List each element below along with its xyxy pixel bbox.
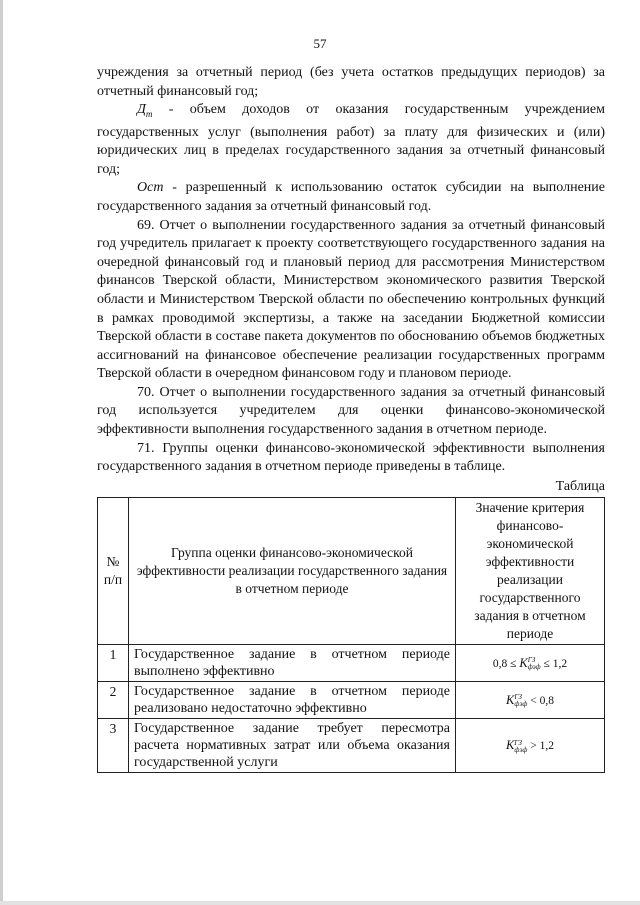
- paragraph-income-definition: [97, 101, 605, 179]
- table-caption: Таблица: [555, 478, 605, 494]
- row-group-text: Государственное задание в отчетном периоде выполнено эффективно: [129, 645, 456, 682]
- definition-income-text: - объем доходов от оказания государственным учреждением государственных услуг (выполнения работ) за плату для физических и (или) юридических лиц в пределах государственного задания за отчетный финансовый год;: [97, 102, 605, 177]
- evaluation-table: [97, 497, 605, 773]
- symbol-ost: Ост: [137, 180, 164, 196]
- paragraph-71: 71. Группы оценки финансово-экономической эффективности выполнения государственного задания в отчетном периоде приведены в таблице.: [97, 440, 605, 475]
- scan-edge-left: [0, 0, 3, 905]
- header-number: № п/п: [98, 498, 129, 645]
- symbol-d: $Д_т$: [137, 102, 153, 119]
- row-criterion-formula: K ГЗ фэф < 0,8: [456, 682, 605, 719]
- row-group-text: Государственное задание требует пересмотра расчета нормативных затрат или объема оказания государственной услуги: [129, 719, 456, 773]
- table-row: [98, 682, 605, 719]
- paragraph-remainder-definition: [97, 179, 605, 216]
- row-criterion-formula: 0,8 ≤ K ГЗ фэф ≤ 1,2: [456, 645, 605, 682]
- table-row: [98, 719, 605, 773]
- row-number: 3: [98, 719, 129, 773]
- row-number: 2: [98, 682, 129, 719]
- header-criterion: Значение критерия финансово-экономической эффективности реализации государственного задания в отчетном периоде: [456, 498, 605, 645]
- row-criterion-formula: K ГЗ фэф > 1,2: [456, 719, 605, 773]
- header-group: Группа оценки финансово-экономической эффективности реализации государственного задания в отчетном периоде: [129, 498, 456, 645]
- table-row: [98, 645, 605, 682]
- table-header-row: [98, 498, 605, 645]
- paragraph-70: 70. Отчет о выполнении государственного задания за отчетный финансовый год используется учредителем для оценки финансово-экономической эффективности выполнения государственного задания в отчетном периоде.: [97, 384, 605, 438]
- row-number: 1: [98, 645, 129, 682]
- paragraph-continuation: учреждения за отчетный период (без учета остатков предыдущих периодов) за отчетный финансовый год;: [97, 65, 605, 99]
- paragraph-69: 69. Отчет о выполнении государственного задания за отчетный финансовый год учредитель прилагает к проекту соответствующего государственного задания на очередной финансовый год и плановый период для рассмотрения Министерством финансов Тверской области, Министерством экономического развития Тверской области и Министерством Тверской области по обеспечению контрольных функций в рамках проводимой экспертизы, а также на заседании Бюджетной комиссии Тверской области в составе пакета документов по обоснованию объемов бюджетных ассигнований на финансовое обеспечение реализации государственных программ Тверской области в очередном финансовом году и плановом периоде.: [97, 217, 605, 382]
- document-body: [97, 64, 605, 773]
- page-number: 57: [313, 36, 327, 51]
- definition-remainder-text: - разрешенный к использованию остаток субсидии на выполнение государственного задания за отчетный финансовый год.: [97, 180, 606, 214]
- row-group-text: Государственное задание в отчетном периоде реализовано недостаточно эффективно: [129, 682, 456, 719]
- scan-edge-bottom: [0, 901, 640, 905]
